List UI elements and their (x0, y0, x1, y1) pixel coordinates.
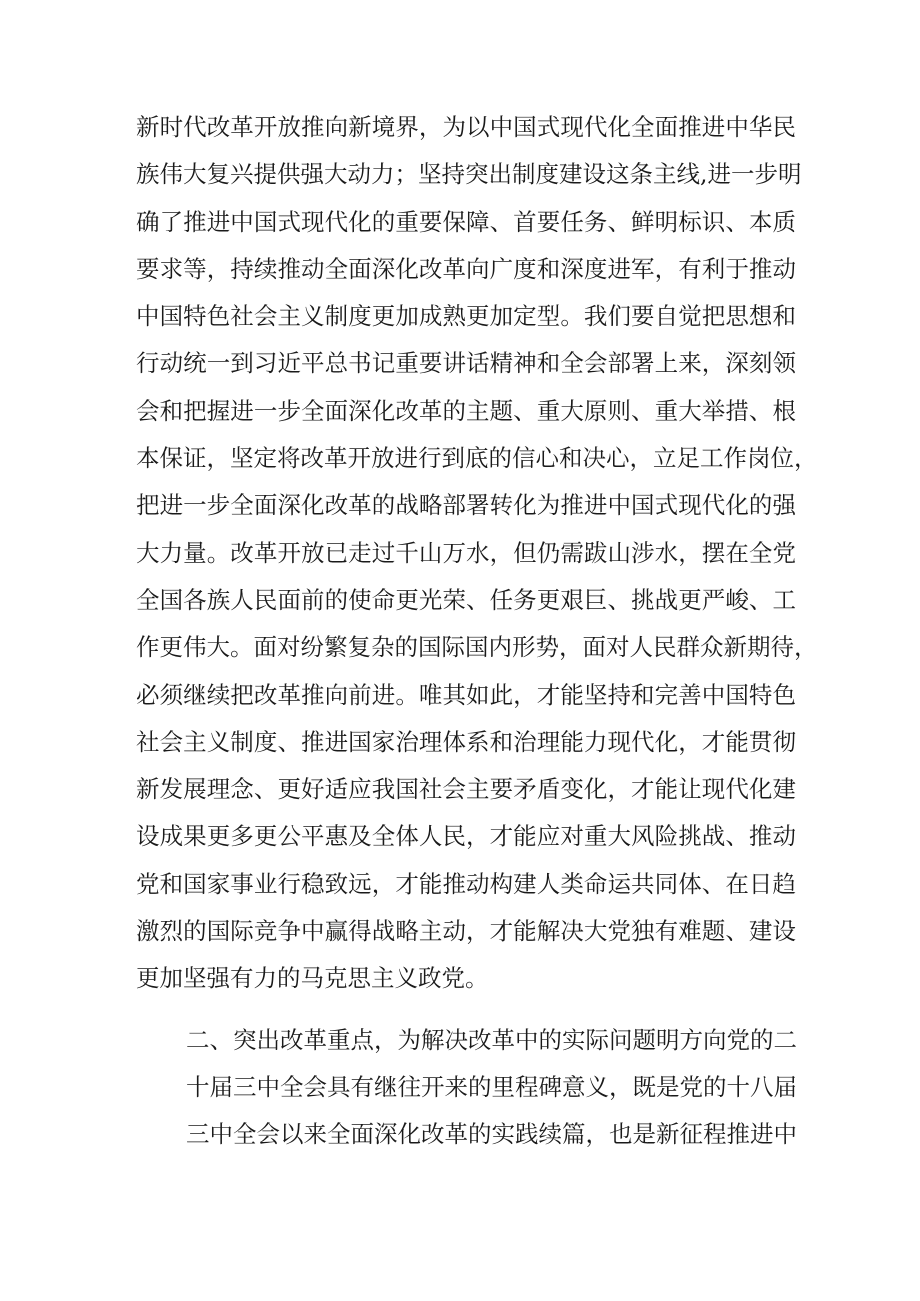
text-line: 作更伟大。面对纷繁复杂的国际国内形势，面对人民群众新期待， (136, 633, 818, 662)
text-line: 激烈的国际竞争中赢得战略主动，才能解决大党独有难题、建设 (136, 917, 796, 946)
text-line: 新时代改革开放推向新境界，为以中国式现代化全面推进中华民 (136, 113, 796, 141)
text-line: 行动统一到习近平总书记重要讲话精神和全会部署上来，深刻领 (136, 349, 796, 378)
text-line: 大力量。改革开放已走过千山万水，但仍需跋山涉水，摆在全党 (136, 538, 796, 567)
text-line: 三中全会以来全面深化改革的实践续篇，也是新征程推进中 (186, 1120, 797, 1149)
text-line: 会和把握进一步全面深化改革的主题、重大原则、重大举措、根 (136, 396, 796, 425)
text-line: 全国各族人民面前的使命更光荣、任务更艰巨、挑战更严峻、工 (136, 585, 796, 614)
text-line: 要求等，持续推动全面深化改革向广度和深度进军，有利于推动 (136, 254, 796, 283)
text-line: 把进一步全面深化改革的战略部署转化为推进中国式现代化的强 (136, 491, 796, 520)
text-line: 新发展理念、更好适应我国社会主要矛盾变化，才能让现代化建 (136, 775, 796, 804)
section-heading-line: 二、突出改革重点，为解决改革中的实际问题明方向党的二 (186, 1025, 797, 1054)
paragraph-gap (136, 1003, 796, 1017)
text-line: 更加坚强有力的马克思主义政党。 (136, 964, 489, 993)
text-line: 中国特色社会主义制度更加成熟更加定型。我们要自觉把思想和 (136, 302, 796, 331)
text-line: 族伟大复兴提供强大动力；坚持突出制度建设这条主线,进一步明 (136, 160, 802, 189)
text-line: 设成果更多更公平惠及全体人民，才能应对重大风险挑战、推动 (136, 822, 796, 851)
text-line: 社会主义制度、推进国家治理体系和治理能力现代化，才能贯彻 (136, 727, 796, 756)
text-line: 本保证，坚定将改革开放进行到底的信心和决心，立足工作岗位， (136, 444, 818, 473)
text-line: 党和国家事业行稳致远，才能推动构建人类命运共同体、在日趋 (136, 869, 796, 898)
paragraph-1 (136, 104, 818, 1003)
paragraph-2 (136, 1017, 796, 1159)
document-body (136, 104, 818, 1159)
text-line: 必须继续把改革推向前进。唯其如此，才能坚持和完善中国特色 (136, 680, 796, 709)
text-line: 确了推进中国式现代化的重要保障、首要任务、鲜明标识、本质 (136, 207, 796, 236)
text-line: 十届三中全会具有继往开来的里程碑意义，既是党的十八届 (186, 1072, 797, 1101)
